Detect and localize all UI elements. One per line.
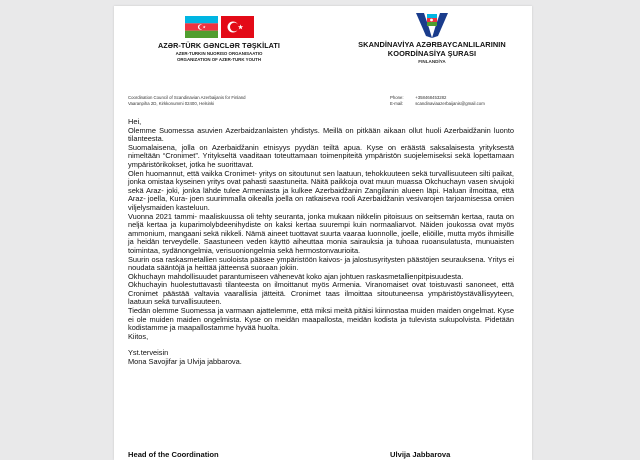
right-org-subtitle: FINLANDİYA bbox=[418, 59, 446, 64]
paragraph-8: Tiedän olemme Suomessa ja varmaan ajattelemme, että miksi meitä pitäisi kiinnostaa muiden maiden ongelmat. Kyse ei ole muiden maiden ongelmista. Kyse on meidän maapallosta, meidän kodista ja tulevista sukupolvista. Pidetään kodistamme ja maapallostamme hyvää huolta. bbox=[128, 306, 514, 333]
email-value: scandinaviaazerbaijanis@gmail.com bbox=[415, 101, 485, 106]
closing: Yst.terveisin bbox=[128, 348, 169, 358]
paragraph-5: Suurin osa raskasmetallien suoloista pääsee ympäristöön kaivos- ja jalostusyritysten päästöjen seurauksena. Yritys ei noudata sääntöjä ja heittää jätteensä suoraan jokiin. bbox=[128, 254, 514, 273]
email-row bbox=[390, 101, 485, 107]
signature-left: Head of the Coordination bbox=[128, 450, 219, 459]
letter-body bbox=[128, 118, 514, 367]
signers: Mona Savojifar ja Ulvija jabbarova. bbox=[128, 357, 242, 367]
right-org-title-2: KOORDİNASİYA ŞURASI bbox=[387, 49, 477, 58]
turkey-flag-icon bbox=[221, 16, 254, 38]
left-organization-header bbox=[134, 16, 304, 62]
greeting: Hei, bbox=[128, 117, 142, 126]
paragraph-6: Okhuchayn mahdollisuudet parantumiseen vähenevät koko ajan johtuen raskasmetallienpitpisuudesta. bbox=[128, 271, 464, 281]
email-label: E-mail: bbox=[390, 101, 404, 106]
paragraph-2: Suomalaisena, jolla on Azerbaidžanin etnisyys pyydän teiltä apua. Kyse on eräästä saksalaisesta yrityksestä nimeltään “Cronimet”. Yritykseltä vaaditaan toteuttamaan toimenpiteitä ympäristön suojelemiseksi sekä lopettamaan ympäristörikokset, jotka he suorittavat. bbox=[128, 142, 514, 169]
phone-label: Phone: bbox=[390, 95, 404, 100]
thanks: Kiitos, bbox=[128, 331, 149, 341]
right-organization-header bbox=[342, 10, 522, 64]
right-org-title-1: SKANDİNAVİYA AZƏRBAYCANLILARININ bbox=[358, 40, 506, 49]
paragraph-4: Vuonna 2021 tammi- maaliskuussa oli tehty seuranta, jonka mukaan nikkelin pitoisuus on seitsemän kertaa, rauta on neljä kertaa ja kuparimolybdeenihydiste on kaksi kertaa suurempi kuin normaaliarvot. Näiden joukossa ovat myös ammonium, mangaani sekä nikkeli. Nämä aineet tuottavat suurta vaaraa luonnolle, joelle, eliöille, mutta myös ihmisille ja heidän terveydelle. Saastuneen veden käyttö aiheuttaa monia sairauksia ja tuhoaa ruoansulatusta, munuaisten toimintaa, sydänongelmia, verisuoniongelmia sekä hermostonvaurioita. bbox=[128, 211, 514, 255]
address-line-2: Vaaranpiha 2D, Kirkkonummi 02400, Helsinki bbox=[128, 101, 215, 106]
address-block bbox=[128, 95, 246, 107]
signature-right: Ulvija Jabbarova bbox=[390, 450, 451, 459]
address-line-1: Coordination Council of Scandinavian Azerbaijanis for Finland bbox=[128, 95, 246, 100]
paragraph-3: Olen huomannut, että vaikka Cronimet- yritys on sitoutunut sen laatuun, tehokkuuteen sekä turvallisuuteen silti paikat, jonka omistaa kyseinen yritys ovat pahasti saastuneita. Näitä paikkoja ovat muun muassa Okchuchayn vasen sivujoki sekä Araz- joki, jonka lähde tulee Armeniasta ja kulkee Azerbaidžanin Zangilanin alueen läpi. Haluan ilmoittaa, että Araz- joella, Kura- joen suurimmalla oikealla joella on ratkaiseva rooli Azerbaidžanin vesivarojen tarjoamisessa omien viljelysmaiden kasteluun. bbox=[128, 168, 514, 212]
letter-page bbox=[114, 6, 532, 460]
left-org-title: AZƏR-TÜRK GƏNCLƏR TƏŞKİLATI bbox=[157, 41, 281, 50]
flags bbox=[134, 16, 304, 38]
paragraph-1: Olemme Suomessa asuvien Azerbaidzanlaisten yhdistys. Meillä on pitkään aikaan ollut huoli Azerbaidžanin luonto tilanteesta. bbox=[128, 125, 514, 144]
left-org-subtitle-en: ORGANIZATION OF AZER-TURK YOUTH bbox=[176, 57, 262, 62]
council-logo-icon bbox=[410, 10, 454, 40]
left-org-subtitle-fi: AZER-TURKIN NUORISO ORGANISAATIO bbox=[175, 51, 263, 56]
contact-block bbox=[390, 95, 485, 107]
paragraph-7: Okhuchayin huolestuttavasti tilanteesta on ilmoittanut myös Armenia. Viranomaiset ovat toistuvasti sanoneet, että Cronimet päästää valtavia vaarallisia jätteitä. Cronimet taas ilmoittaa sitoutuneensa ympäristöystävällisyyteen, laatuun sekä turvallisuuteen. bbox=[128, 280, 514, 307]
phone-value: +358468453282 bbox=[415, 95, 447, 100]
azerbaijan-flag-icon bbox=[185, 16, 218, 38]
